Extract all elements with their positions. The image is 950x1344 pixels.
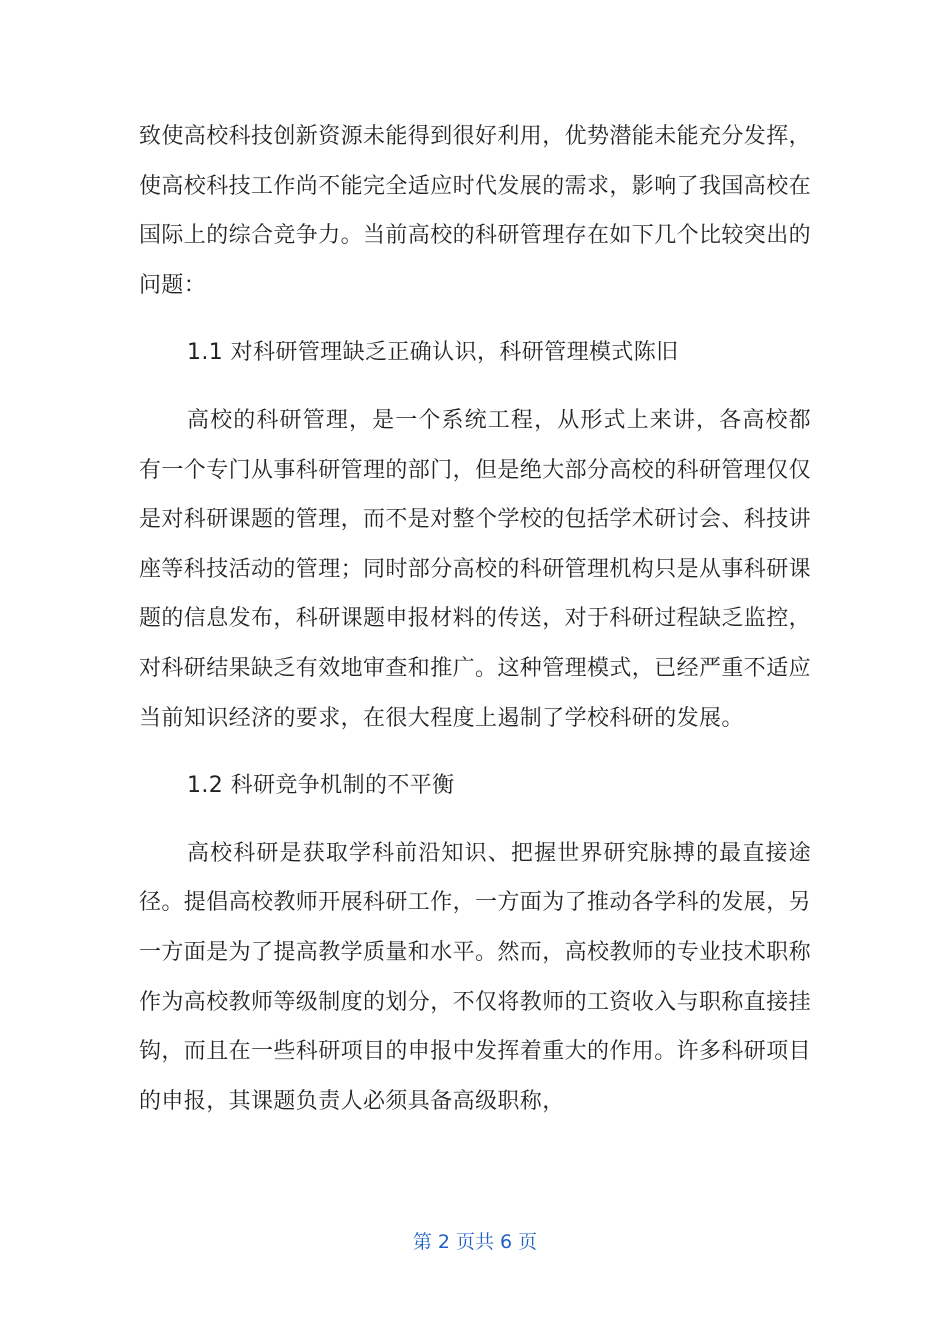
paragraph-research-management: 高校的科研管理，是一个系统工程，从形式上来讲，各高校都有一个专门从事科研管理的部门，但是绝大部分高校的科研管理仅仅是对科研课题的管理，而不是对整个学校的包括学术研讨会、科技讲座等科技活动的管理；同时部分高校的科研管理机构只是从事科研课题的信息发布，科研课题申报材料的传送，对于科研过程缺乏监控，对科研结果缺乏有效地审查和推广。这种管理模式，已经严重不适应当前知识经济的要求，在很大程度上遏制了学校科研的发展。 xyxy=(139,407,812,731)
paragraph-gap xyxy=(139,310,811,328)
section-heading-1-1: 1.1 对科研管理缺乏正确认识，科研管理模式陈旧 xyxy=(187,340,679,366)
paragraph-continuation: 致使高校科技创新资源未能得到很好利用，优势潜能未能充分发挥，使高校科技工作尚不能完全适应时代发展的需求，影响了我国高校在国际上的综合竞争力。当前高校的科研管理存在如下几个比较突出的问题： xyxy=(139,124,812,298)
paragraph-gap xyxy=(139,378,811,396)
page-number-footer: 第 2 页共 6 页 xyxy=(412,1231,538,1253)
paragraph-gap xyxy=(139,743,811,761)
paragraph-competition-mechanism: 高校科研是获取学科前沿知识、把握世界研究脉搏的最直接途径。提倡高校教师开展科研工作，一方面为了推动各学科的发展，另一方面是为了提高教学质量和水平。然而，高校教师的专业技术职称作为高校教师等级制度的划分，不仅将教师的工资收入与职称直接挂钩，而且在一些科研项目的申报中发挥着重大的作用。许多科研项目的申报，其课题负责人必须具备高级职称， xyxy=(139,840,812,1114)
section-heading-1-2: 1.2 科研竞争机制的不平衡 xyxy=(187,773,455,799)
document-body xyxy=(139,112,811,1126)
paragraph-gap xyxy=(139,811,811,829)
